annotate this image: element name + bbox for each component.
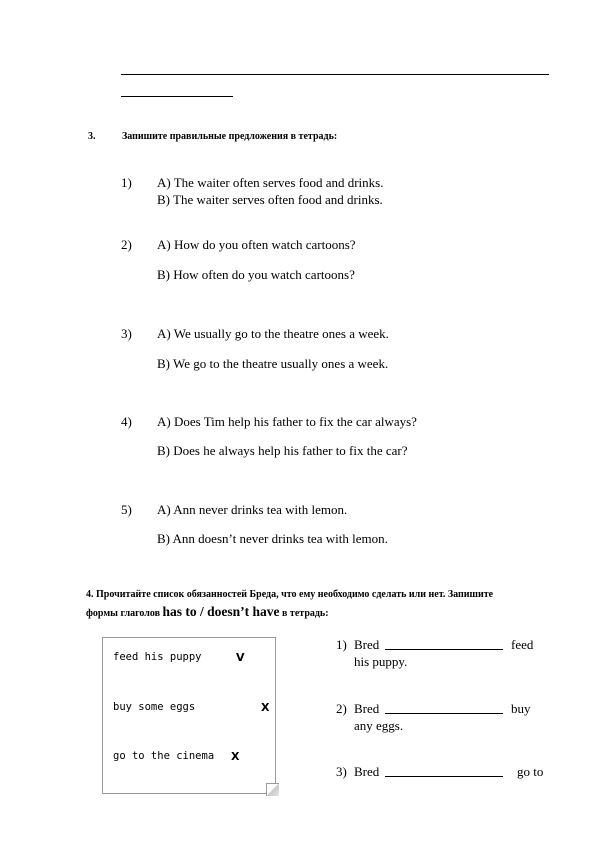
task3-number: 3. [88, 131, 96, 142]
item-3-option-b: B) We go to the theatre usually ones a week. [157, 356, 389, 371]
item-4-option-b: B) Does he always help his father to fix the car? [157, 443, 408, 458]
sentence-3-number: 3) [336, 764, 347, 779]
item-5-option-b: B) Ann doesn’t never drinks tea with lemon. [157, 531, 388, 546]
note-folded-corner [266, 783, 279, 796]
task3-heading: Запишите правильные предложения в тетрадь: [122, 131, 338, 142]
sentence-2-blank[interactable] [385, 702, 503, 714]
duty-3-cross-mark: X [231, 750, 240, 763]
item-3-number: 3) [121, 326, 132, 341]
sentence-3-blank[interactable] [385, 765, 503, 777]
sentence-1-blank[interactable] [385, 638, 503, 650]
sentence-1-number: 1) [336, 637, 347, 652]
duty-3-task: go to the cinema [113, 750, 215, 762]
sentence-2-subject: Bred [354, 701, 380, 716]
item-3-option-a: A) We usually go to the theatre ones a week. [157, 326, 389, 341]
answer-line-1 [121, 74, 549, 75]
task4-instruction-line1: 4. Прочитайте список обязанностей Бреда, что ему необходимо сделать или нет. Запишите [86, 589, 494, 600]
task4-suffix: в тетрадь: [282, 608, 329, 619]
item-4-number: 4) [121, 414, 132, 429]
item-4-option-a: A) Does Tim help his father to fix the car always? [157, 414, 417, 429]
duty-2-task: buy some eggs [113, 701, 196, 713]
duty-1-task: feed his puppy [113, 651, 202, 663]
item-5-option-a: A) Ann never drinks tea with lemon. [157, 502, 348, 517]
task4-prefix: формы глаголов [86, 608, 161, 619]
item-1-number: 1) [121, 175, 132, 190]
sentence-2-rest: any eggs. [354, 718, 404, 733]
sentence-3-subject: Bred [354, 764, 380, 779]
item-1-option-a: A) The waiter often serves food and drinks. [157, 175, 384, 190]
sentence-2-verb: buy [511, 701, 531, 716]
item-2-option-b: B) How often do you watch cartoons? [157, 267, 355, 282]
item-1-option-b: B) The waiter serves often food and drinks. [157, 192, 383, 207]
sentence-3-verb: go to [517, 764, 544, 779]
duty-2-cross-mark: X [261, 701, 270, 714]
item-2-option-a: A) How do you often watch cartoons? [157, 237, 356, 252]
task4-instruction-line2 [86, 605, 329, 620]
task4-verb-forms: has to / doesn’t have [162, 604, 280, 619]
item-2-number: 2) [121, 237, 132, 252]
sentence-2-number: 2) [336, 701, 347, 716]
answer-line-2 [121, 96, 233, 97]
sentence-1-rest: his puppy. [354, 654, 408, 669]
sentence-1-subject: Bred [354, 637, 380, 652]
sentence-1-verb: feed [511, 637, 534, 652]
duty-1-check-mark: V [236, 651, 245, 664]
item-5-number: 5) [121, 502, 132, 517]
